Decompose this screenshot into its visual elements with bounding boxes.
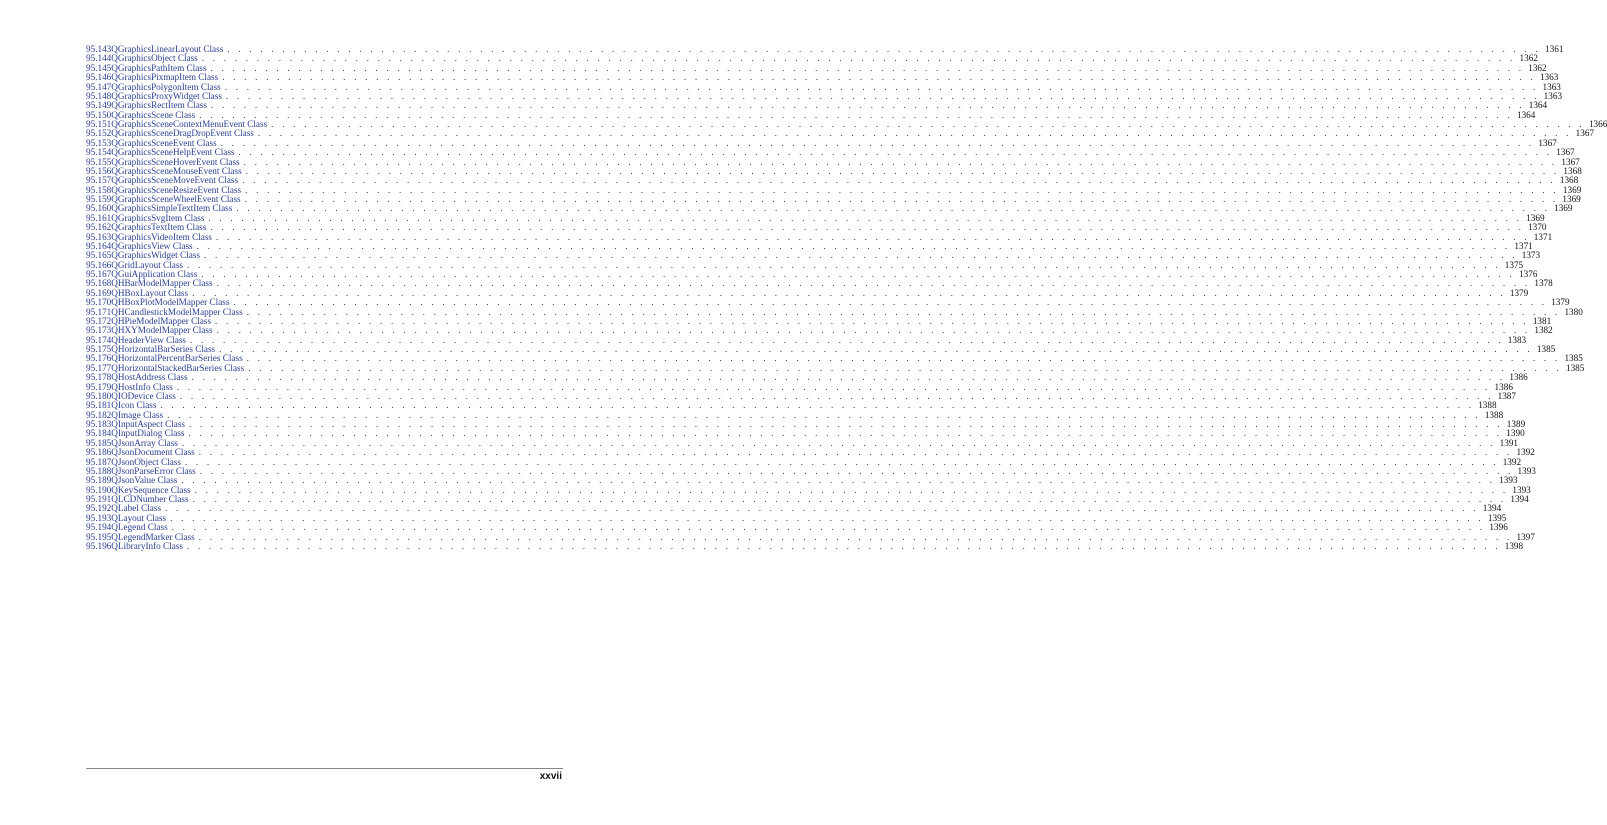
- leader-dots: . . . . . . . . . . . . . . . . . . . . . . . . . . . . . . . . . . . . . . . . . . . . . . . . . . . . . . . . . . . . . . . . . . . . . . . . . . . . . . . . . . . . . . . . . . . . . . . . . . . . . . . . . . . . . . . . . . . . . . . .: [243, 156, 1558, 167]
- leader-dots: . . . . . . . . . . . . . . . . . . . . . . . . . . . . . . . . . . . . . . . . . . . . . . . . . . . . . . . . . . . . . . . . . . . . . . . . . . . . . . . . . . . . . . . . . . . . . . . . . . . . . . . . . . . . . . . . . . . . . . . .: [165, 503, 1479, 514]
- section-title[interactable]: QGraphicsSceneMoveEvent Class: [111, 175, 239, 186]
- leader-dots: . . . . . . . . . . . . . . . . . . . . . . . . . . . . . . . . . . . . . . . . . . . . . . . . . . . . . . . . . . . . . . . . . . . . . . . . . . . . . . . . . . . . . . . . . . . . . . . . . . . . . . . . . . . . . . . . . . . . . . . .: [176, 381, 1491, 392]
- section-title[interactable]: QGraphicsTextItem Class: [111, 222, 207, 233]
- leader-dots: . . . . . . . . . . . . . . . . . . . . . . . . . . . . . . . . . . . . . . . . . . . . . . . . . . . . . . . . . . . . . . . . . . . . . . . . . . . . . . . . . . . . . . . . . . . . . . . . . . . . . . . . . . . . . . . . . . . . . . . .: [210, 100, 1525, 111]
- page-ref[interactable]: 1392: [1516, 447, 1535, 458]
- page-ref[interactable]: 1378: [1534, 278, 1553, 289]
- section-number[interactable]: 95.153: [86, 137, 112, 148]
- section-title[interactable]: QLCDNumber Class: [111, 494, 189, 504]
- leader-dots: . . . . . . . . . . . . . . . . . . . . . . . . . . . . . . . . . . . . . . . . . . . . . . . . . . . . . . . . . . . . . . . . . . . . . . . . . . . . . . . . . . . . . . . . . . . . . . . . . . . . . . . . . . . . . . . . . . . . . . . .: [160, 400, 1475, 411]
- leader-dots: . . . . . . . . . . . . . . . . . . . . . . . . . . . . . . . . . . . . . . . . . . . . . . . . . . . . . . . . . . . . . . . . . . . . . . . . . . . . . . . . . . . . . . . . . . . . . . . . . . . . . . . . . . . . . . . . . . . . . . . .: [201, 269, 1516, 279]
- page-ref[interactable]: 1388: [1478, 400, 1497, 411]
- section-number[interactable]: 95.188: [86, 465, 112, 476]
- section-title[interactable]: QHBoxLayout Class: [111, 287, 189, 298]
- page-ref[interactable]: 1362: [1528, 62, 1547, 73]
- section-title[interactable]: QGraphicsSceneDragDropEvent Class: [111, 128, 254, 139]
- leader-dots: . . . . . . . . . . . . . . . . . . . . . . . . . . . . . . . . . . . . . . . . . . . . . . . . . . . . . . . . . . . . . . . . . . . . . . . . . . . . . . . . . . . . . . . . . . . . . . . . . . . . . . . . . . . . . . . . . . . . . . . .: [171, 522, 1486, 533]
- section-number[interactable]: 95.181: [86, 400, 112, 411]
- section-title[interactable]: QGraphicsSceneContextMenuEvent Class: [111, 119, 268, 129]
- section-title[interactable]: QGraphicsProxyWidget Class: [111, 90, 222, 101]
- section-title[interactable]: QLegendMarker Class: [111, 531, 195, 542]
- section-number[interactable]: 95.162: [86, 222, 112, 233]
- section-title[interactable]: QGraphicsScene Class: [111, 109, 196, 120]
- leader-dots: . . . . . . . . . . . . . . . . . . . . . . . . . . . . . . . . . . . . . . . . . . . . . . . . . . . . . . . . . . . . . . . . . . . . . . . . . . . . . . . . . . . . . . . . . . . . . . . . . . . . . . . . . . . . . . . . . . . . . . . .: [271, 119, 1585, 129]
- leader-dots: . . . . . . . . . . . . . . . . . . . . . . . . . . . . . . . . . . . . . . . . . . . . . . . . . . . . . . . . . . . . . . . . . . . . . . . . . . . . . . . . . . . . . . . . . . . . . . . . . . . . . . . . . . . . . . . . . . . . . . . .: [198, 531, 1513, 542]
- section-title[interactable]: QGraphicsPixmapItem Class: [111, 72, 219, 83]
- leader-dots: . . . . . . . . . . . . . . . . . . . . . . . . . . . . . . . . . . . . . . . . . . . . . . . . . . . . . . . . . . . . . . . . . . . . . . . . . . . . . . . . . . . . . . . . . . . . . . . . . . . . . . . . . . . . . . . . . . . . . . . .: [215, 315, 1529, 326]
- section-number[interactable]: 95.163: [86, 231, 112, 242]
- leader-dots: . . . . . . . . . . . . . . . . . . . . . . . . . . . . . . . . . . . . . . . . . . . . . . . . . . . . . . . . . . . . . . . . . . . . . . . . . . . . . . . . . . . . . . . . . . . . . . . . . . . . . . . . . . . . . . . . . . . . . . . .: [199, 465, 1514, 476]
- section-number[interactable]: 95.169: [86, 287, 112, 298]
- leader-dots: . . . . . . . . . . . . . . . . . . . . . . . . . . . . . . . . . . . . . . . . . . . . . . . . . . . . . . . . . . . . . . . . . . . . . . . . . . . . . . . . . . . . . . . . . . . . . . . . . . . . . . . . . . . . . . . . . . . . . . . .: [224, 81, 1539, 92]
- leader-dots: . . . . . . . . . . . . . . . . . . . . . . . . . . . . . . . . . . . . . . . . . . . . . . . . . . . . . . . . . . . . . . . . . . . . . . . . . . . . . . . . . . . . . . . . . . . . . . . . . . . . . . . . . . . . . . . . . . . . . . . .: [222, 72, 1536, 83]
- section-number[interactable]: 95.150: [86, 109, 112, 120]
- section-number[interactable]: 95.190: [86, 484, 112, 495]
- section-number[interactable]: 95.168: [86, 278, 112, 289]
- section-number[interactable]: 95.144: [86, 53, 112, 64]
- section-number[interactable]: 95.174: [86, 334, 112, 345]
- section-title[interactable]: QGraphicsSceneHoverEvent Class: [111, 156, 240, 167]
- page-ref[interactable]: 1375: [1504, 259, 1524, 270]
- section-title[interactable]: QHBoxPlotModelMapper Class: [111, 297, 230, 308]
- section-title[interactable]: QGraphicsSceneEvent Class: [111, 137, 217, 148]
- section-title[interactable]: QHXYModelMapper Class: [111, 325, 213, 336]
- page-ref[interactable]: 1369: [1526, 212, 1545, 223]
- page-ref[interactable]: 1369: [1554, 203, 1573, 214]
- section-title[interactable]: QGraphicsWidget Class: [111, 250, 200, 261]
- page-ref[interactable]: 1393: [1499, 475, 1518, 486]
- section-title[interactable]: QJsonArray Class: [111, 437, 178, 448]
- page-ref[interactable]: 1362: [1519, 53, 1538, 64]
- section-number[interactable]: 95.187: [86, 456, 112, 467]
- section-number[interactable]: 95.182: [86, 409, 112, 420]
- section-title[interactable]: QHorizontalStackedBarSeries Class: [111, 362, 245, 373]
- leader-dots: . . . . . . . . . . . . . . . . . . . . . . . . . . . . . . . . . . . . . . . . . . . . . . . . . . . . . . . . . . . . . . . . . . . . . . . . . . . . . . . . . . . . . . . . . . . . . . . . . . . . . . . . . . . . . . . . . . . . . . . .: [186, 540, 1501, 551]
- page-ref[interactable]: 1390: [1506, 428, 1525, 439]
- leader-dots: . . . . . . . . . . . . . . . . . . . . . . . . . . . . . . . . . . . . . . . . . . . . . . . . . . . . . . . . . . . . . . . . . . . . . . . . . . . . . . . . . . . . . . . . . . . . . . . . . . . . . . . . . . . . . . . . . . . . . . . .: [220, 137, 1535, 148]
- page-ref[interactable]: 1373: [1521, 250, 1541, 261]
- page-ref[interactable]: 1361: [1545, 44, 1564, 54]
- leader-dots: . . . . . . . . . . . . . . . . . . . . . . . . . . . . . . . . . . . . . . . . . . . . . . . . . . . . . . . . . . . . . . . . . . . . . . . . . . . . . . . . . . . . . . . . . . . . . . . . . . . . . . . . . . . . . . . . . . . . . . . .: [184, 456, 1499, 467]
- page-ref[interactable]: 1396: [1489, 522, 1508, 533]
- page-ref[interactable]: 1379: [1509, 287, 1529, 298]
- leader-dots: . . . . . . . . . . . . . . . . . . . . . . . . . . . . . . . . . . . . . . . . . . . . . . . . . . . . . . . . . . . . . . . . . . . . . . . . . . . . . . . . . . . . . . . . . . . . . . . . . . . . . . . . . . . . . . . . . . . . . . . .: [210, 222, 1525, 233]
- leader-dots: . . . . . . . . . . . . . . . . . . . . . . . . . . . . . . . . . . . . . . . . . . . . . . . . . . . . . . . . . . . . . . . . . . . . . . . . . . . . . . . . . . . . . . . . . . . . . . . . . . . . . . . . . . . . . . . . . . . . . . . .: [188, 428, 1503, 439]
- leader-dots: . . . . . . . . . . . . . . . . . . . . . . . . . . . . . . . . . . . . . . . . . . . . . . . . . . . . . . . . . . . . . . . . . . . . . . . . . . . . . . . . . . . . . . . . . . . . . . . . . . . . . . . . . . . . . . . . . . . . . . . .: [208, 212, 1523, 223]
- page-ref[interactable]: 1385: [1536, 344, 1556, 354]
- page-ref[interactable]: 1371: [1514, 240, 1533, 251]
- section-title[interactable]: QLabel Class: [111, 503, 162, 514]
- page-ref[interactable]: 1376: [1519, 269, 1538, 279]
- page-ref[interactable]: 1381: [1532, 315, 1552, 326]
- leader-dots: . . . . . . . . . . . . . . . . . . . . . . . . . . . . . . . . . . . . . . . . . . . . . . . . . . . . . . . . . . . . . . . . . . . . . . . . . . . . . . . . . . . . . . . . . . . . . . . . . . . . . . . . . . . . . . . . . . . . . . . .: [191, 372, 1506, 383]
- section-title[interactable]: QInputAspect Class: [111, 419, 186, 429]
- page-ref[interactable]: 1385: [1564, 353, 1583, 364]
- section-title[interactable]: QGraphicsView Class: [111, 240, 193, 251]
- section-number[interactable]: 95.157: [86, 175, 112, 186]
- section-number[interactable]: 95.164: [86, 240, 112, 251]
- section-number[interactable]: 95.183: [86, 419, 112, 429]
- section-title[interactable]: QIcon Class: [111, 400, 157, 411]
- section-number[interactable]: 95.185: [86, 437, 112, 448]
- page-ref[interactable]: 1368: [1563, 165, 1582, 176]
- section-number[interactable]: 95.146: [86, 72, 112, 83]
- page-ref[interactable]: 1370: [1528, 222, 1547, 233]
- leader-dots: . . . . . . . . . . . . . . . . . . . . . . . . . . . . . . . . . . . . . . . . . . . . . . . . . . . . . . . . . . . . . . . . . . . . . . . . . . . . . . . . . . . . . . . . . . . . . . . . . . . . . . . . . . . . . . . . . . . . . . . .: [238, 147, 1553, 158]
- table-of-contents: [86, 44, 1607, 551]
- leader-dots: . . . . . . . . . . . . . . . . . . . . . . . . . . . . . . . . . . . . . . . . . . . . . . . . . . . . . . . . . . . . . . . . . . . . . . . . . . . . . . . . . . . . . . . . . . . . . . . . . . . . . . . . . . . . . . . . . . . . . . . .: [170, 512, 1484, 523]
- page-ref[interactable]: 1367: [1561, 156, 1580, 167]
- section-title[interactable]: QGraphicsSvgItem Class: [111, 212, 205, 223]
- section-title[interactable]: QGraphicsObject Class: [111, 53, 198, 64]
- section-title[interactable]: QIODevice Class: [111, 390, 176, 401]
- section-title[interactable]: QGuiApplication Class: [111, 269, 198, 279]
- section-title[interactable]: QGraphicsSimpleTextItem Class: [111, 203, 233, 214]
- leader-dots: . . . . . . . . . . . . . . . . . . . . . . . . . . . . . . . . . . . . . . . . . . . . . . . . . . . . . . . . . . . . . . . . . . . . . . . . . . . . . . . . . . . . . . . . . . . . . . . . . . . . . . . . . . . . . . . . . . . . . . . .: [245, 184, 1559, 195]
- footer-rule: [86, 768, 563, 769]
- leader-dots: . . . . . . . . . . . . . . . . . . . . . . . . . . . . . . . . . . . . . . . . . . . . . . . . . . . . . . . . . . . . . . . . . . . . . . . . . . . . . . . . . . . . . . . . . . . . . . . . . . . . . . . . . . . . . . . . . . . . . . . .: [179, 390, 1494, 401]
- section-number[interactable]: 95.177: [86, 362, 112, 373]
- page-ref[interactable]: 1397: [1516, 531, 1535, 542]
- page-ref[interactable]: 1364: [1528, 100, 1548, 111]
- page-ref[interactable]: 1394: [1482, 503, 1502, 514]
- section-title[interactable]: QJsonDocument Class: [111, 447, 195, 458]
- section-number[interactable]: 95.186: [86, 447, 112, 458]
- page-ref[interactable]: 1369: [1562, 194, 1581, 204]
- page-ref[interactable]: 1367: [1575, 128, 1595, 139]
- section-title[interactable]: QHostAddress Class: [111, 372, 188, 383]
- leader-dots: . . . . . . . . . . . . . . . . . . . . . . . . . . . . . . . . . . . . . . . . . . . . . . . . . . . . . . . . . . . . . . . . . . . . . . . . . . . . . . . . . . . . . . . . . . . . . . . . . . . . . . . . . . . . . . . . . . . . . . . .: [236, 203, 1551, 214]
- page-ref[interactable]: 1371: [1533, 231, 1553, 242]
- section-title[interactable]: QHorizontalPercentBarSeries Class: [111, 353, 243, 364]
- section-title[interactable]: QGraphicsSceneMouseEvent Class: [111, 165, 242, 176]
- page-ref[interactable]: 1367: [1538, 137, 1557, 148]
- section-title[interactable]: QHostInfo Class: [111, 381, 173, 392]
- leader-dots: . . . . . . . . . . . . . . . . . . . . . . . . . . . . . . . . . . . . . . . . . . . . . . . . . . . . . . . . . . . . . . . . . . . . . . . . . . . . . . . . . . . . . . . . . . . . . . . . . . . . . . . . . . . . . . . . . . . . . . . .: [196, 240, 1511, 251]
- section-number[interactable]: 95.178: [86, 372, 112, 383]
- page-ref[interactable]: 1391: [1499, 437, 1519, 448]
- section-number[interactable]: 95.173: [86, 325, 112, 336]
- page-ref[interactable]: 1389: [1506, 419, 1526, 429]
- section-title[interactable]: QGraphicsPathItem Class: [111, 62, 207, 73]
- leader-dots: . . . . . . . . . . . . . . . . . . . . . . . . . . . . . . . . . . . . . . . . . . . . . . . . . . . . . . . . . . . . . . . . . . . . . . . . . . . . . . . . . . . . . . . . . . . . . . . . . . . . . . . . . . . . . . . . . . . . . . . .: [216, 325, 1531, 336]
- page-number: xxvii: [539, 771, 562, 782]
- section-number[interactable]: 95.184: [86, 428, 112, 439]
- page-ref[interactable]: 1383: [1507, 334, 1527, 345]
- section-number[interactable]: 95.158: [86, 184, 112, 195]
- section-number[interactable]: 95.167: [86, 269, 112, 279]
- leader-dots: . . . . . . . . . . . . . . . . . . . . . . . . . . . . . . . . . . . . . . . . . . . . . . . . . . . . . . . . . . . . . . . . . . . . . . . . . . . . . . . . . . . . . . . . . . . . . . . . . . . . . . . . . . . . . . . . . . . . . . . .: [194, 484, 1509, 495]
- section-title[interactable]: QInputDialog Class: [111, 428, 185, 439]
- page-ref[interactable]: 1387: [1497, 390, 1516, 401]
- section-title[interactable]: QJsonParseError Class: [111, 465, 196, 476]
- page-ref[interactable]: 1363: [1543, 90, 1563, 101]
- section-number[interactable]: 95.161: [86, 212, 112, 223]
- leader-dots: . . . . . . . . . . . . . . . . . . . . . . . . . . . . . . . . . . . . . . . . . . . . . . . . . . . . . . . . . . . . . . . . . . . . . . . . . . . . . . . . . . . . . . . . . . . . . . . . . . . . . . . . . . . . . . . . . . . . . . . .: [167, 409, 1481, 420]
- leader-dots: . . . . . . . . . . . . . . . . . . . . . . . . . . . . . . . . . . . . . . . . . . . . . . . . . . . . . . . . . . . . . . . . . . . . . . . . . . . . . . . . . . . . . . . . . . . . . . . . . . . . . . . . . . . . . . . . . . . . . . . .: [219, 344, 1533, 354]
- section-number[interactable]: 95.145: [86, 62, 112, 73]
- leader-dots: . . . . . . . . . . . . . . . . . . . . . . . . . . . . . . . . . . . . . . . . . . . . . . . . . . . . . . . . . . . . . . . . . . . . . . . . . . . . . . . . . . . . . . . . . . . . . . . . . . . . . . . . . . . . . . . . . . . . . . . .: [257, 128, 1572, 139]
- section-title[interactable]: QJsonValue Class: [111, 475, 178, 486]
- leader-dots: . . . . . . . . . . . . . . . . . . . . . . . . . . . . . . . . . . . . . . . . . . . . . . . . . . . . . . . . . . . . . . . . . . . . . . . . . . . . . . . . . . . . . . . . . . . . . . . . . . . . . . . . . . . . . . . . . . . . . . . .: [246, 306, 1561, 317]
- section-number[interactable]: 95.195: [86, 531, 112, 542]
- leader-dots: . . . . . . . . . . . . . . . . . . . . . . . . . . . . . . . . . . . . . . . . . . . . . . . . . . . . . . . . . . . . . . . . . . . . . . . . . . . . . . . . . . . . . . . . . . . . . . . . . . . . . . . . . . . . . . . . . . . . . . . .: [227, 44, 1542, 54]
- leader-dots: . . . . . . . . . . . . . . . . . . . . . . . . . . . . . . . . . . . . . . . . . . . . . . . . . . . . . . . . . . . . . . . . . . . . . . . . . . . . . . . . . . . . . . . . . . . . . . . . . . . . . . . . . . . . . . . . . . . . . . . .: [199, 109, 1513, 120]
- page-ref[interactable]: 1366: [1588, 119, 1607, 129]
- section-title[interactable]: QHorizontalBarSeries Class: [111, 344, 216, 354]
- section-title[interactable]: QGraphicsPolygonItem Class: [111, 81, 221, 92]
- leader-dots: . . . . . . . . . . . . . . . . . . . . . . . . . . . . . . . . . . . . . . . . . . . . . . . . . . . . . . . . . . . . . . . . . . . . . . . . . . . . . . . . . . . . . . . . . . . . . . . . . . . . . . . . . . . . . . . . . . . . . . . .: [225, 90, 1540, 101]
- leader-dots: . . . . . . . . . . . . . . . . . . . . . . . . . . . . . . . . . . . . . . . . . . . . . . . . . . . . . . . . . . . . . . . . . . . . . . . . . . . . . . . . . . . . . . . . . . . . . . . . . . . . . . . . . . . . . . . . . . . . . . . .: [233, 297, 1548, 308]
- page-ref[interactable]: 1388: [1484, 409, 1504, 420]
- leader-dots: . . . . . . . . . . . . . . . . . . . . . . . . . . . . . . . . . . . . . . . . . . . . . . . . . . . . . . . . . . . . . . . . . . . . . . . . . . . . . . . . . . . . . . . . . . . . . . . . . . . . . . . . . . . . . . . . . . . . . . . .: [244, 194, 1559, 204]
- leader-dots: . . . . . . . . . . . . . . . . . . . . . . . . . . . . . . . . . . . . . . . . . . . . . . . . . . . . . . . . . . . . . . . . . . . . . . . . . . . . . . . . . . . . . . . . . . . . . . . . . . . . . . . . . . . . . . . . . . . . . . . .: [242, 175, 1556, 186]
- section-number[interactable]: 95.192: [86, 503, 112, 514]
- section-title[interactable]: QLayout Class: [111, 512, 167, 523]
- section-number[interactable]: 95.159: [86, 194, 112, 204]
- section-number[interactable]: 95.147: [86, 81, 112, 92]
- section-number[interactable]: 95.194: [86, 522, 112, 533]
- page-ref[interactable]: 1382: [1534, 325, 1553, 336]
- section-number[interactable]: 95.170: [86, 297, 112, 308]
- page-ref[interactable]: 1367: [1556, 147, 1575, 158]
- leader-dots: . . . . . . . . . . . . . . . . . . . . . . . . . . . . . . . . . . . . . . . . . . . . . . . . . . . . . . . . . . . . . . . . . . . . . . . . . . . . . . . . . . . . . . . . . . . . . . . . . . . . . . . . . . . . . . . . . . . . . . . .: [189, 334, 1504, 345]
- section-number[interactable]: 95.175: [86, 344, 112, 354]
- section-number[interactable]: 95.171: [86, 306, 112, 317]
- leader-dots: . . . . . . . . . . . . . . . . . . . . . . . . . . . . . . . . . . . . . . . . . . . . . . . . . . . . . . . . . . . . . . . . . . . . . . . . . . . . . . . . . . . . . . . . . . . . . . . . . . . . . . . . . . . . . . . . . . . . . . . .: [245, 165, 1560, 176]
- section-title[interactable]: QLegend Class: [111, 522, 168, 533]
- leader-dots: . . . . . . . . . . . . . . . . . . . . . . . . . . . . . . . . . . . . . . . . . . . . . . . . . . . . . . . . . . . . . . . . . . . . . . . . . . . . . . . . . . . . . . . . . . . . . . . . . . . . . . . . . . . . . . . . . . . . . . . .: [246, 353, 1561, 364]
- page-ref[interactable]: 1393: [1517, 465, 1536, 476]
- section-number[interactable]: 95.180: [86, 390, 112, 401]
- section-title[interactable]: QGridLayout Class: [111, 259, 183, 270]
- leader-dots: . . . . . . . . . . . . . . . . . . . . . . . . . . . . . . . . . . . . . . . . . . . . . . . . . . . . . . . . . . . . . . . . . . . . . . . . . . . . . . . . . . . . . . . . . . . . . . . . . . . . . . . . . . . . . . . . . . . . . . . .: [216, 231, 1530, 242]
- section-number[interactable]: 95.143: [86, 44, 112, 54]
- section-number[interactable]: 95.196: [86, 540, 112, 551]
- leader-dots: . . . . . . . . . . . . . . . . . . . . . . . . . . . . . . . . . . . . . . . . . . . . . . . . . . . . . . . . . . . . . . . . . . . . . . . . . . . . . . . . . . . . . . . . . . . . . . . . . . . . . . . . . . . . . . . . . . . . . . . .: [181, 437, 1496, 448]
- page-ref[interactable]: 1364: [1516, 109, 1536, 120]
- leader-dots: . . . . . . . . . . . . . . . . . . . . . . . . . . . . . . . . . . . . . . . . . . . . . . . . . . . . . . . . . . . . . . . . . . . . . . . . . . . . . . . . . . . . . . . . . . . . . . . . . . . . . . . . . . . . . . . . . . . . . . . .: [203, 250, 1518, 261]
- leader-dots: . . . . . . . . . . . . . . . . . . . . . . . . . . . . . . . . . . . . . . . . . . . . . . . . . . . . . . . . . . . . . . . . . . . . . . . . . . . . . . . . . . . . . . . . . . . . . . . . . . . . . . . . . . . . . . . . . . . . . . . .: [192, 494, 1507, 504]
- page-ref[interactable]: 1392: [1502, 456, 1522, 467]
- leader-dots: . . . . . . . . . . . . . . . . . . . . . . . . . . . . . . . . . . . . . . . . . . . . . . . . . . . . . . . . . . . . . . . . . . . . . . . . . . . . . . . . . . . . . . . . . . . . . . . . . . . . . . . . . . . . . . . . . . . . . . . .: [216, 278, 1531, 289]
- page-ref[interactable]: 1363: [1542, 81, 1561, 92]
- section-number[interactable]: 95.193: [86, 512, 112, 523]
- section-number[interactable]: 95.165: [86, 250, 112, 261]
- page-ref[interactable]: 1395: [1487, 512, 1507, 523]
- section-title[interactable]: QImage Class: [111, 409, 164, 420]
- section-title[interactable]: QGraphicsSceneHelpEvent Class: [111, 147, 235, 158]
- section-title[interactable]: QGraphicsSceneResizeEvent Class: [111, 184, 242, 195]
- section-number[interactable]: 95.155: [86, 156, 112, 167]
- section-title[interactable]: QHPieModelMapper Class: [111, 315, 212, 326]
- page-ref[interactable]: 1380: [1564, 306, 1583, 317]
- section-title[interactable]: QHBarModelMapper Class: [111, 278, 213, 289]
- section-number[interactable]: 95.156: [86, 165, 112, 176]
- section-number[interactable]: 95.151: [86, 119, 112, 129]
- section-title[interactable]: QGraphicsSceneWheelEvent Class: [111, 194, 241, 204]
- section-number[interactable]: 95.148: [86, 90, 112, 101]
- section-number[interactable]: 95.176: [86, 353, 112, 364]
- leader-dots: . . . . . . . . . . . . . . . . . . . . . . . . . . . . . . . . . . . . . . . . . . . . . . . . . . . . . . . . . . . . . . . . . . . . . . . . . . . . . . . . . . . . . . . . . . . . . . . . . . . . . . . . . . . . . . . . . . . . . . . .: [201, 53, 1516, 64]
- section-title[interactable]: QJsonObject Class: [111, 456, 181, 467]
- page-ref[interactable]: 1386: [1494, 381, 1513, 392]
- page-ref[interactable]: 1385: [1565, 362, 1585, 373]
- leader-dots: . . . . . . . . . . . . . . . . . . . . . . . . . . . . . . . . . . . . . . . . . . . . . . . . . . . . . . . . . . . . . . . . . . . . . . . . . . . . . . . . . . . . . . . . . . . . . . . . . . . . . . . . . . . . . . . . . . . . . . . .: [192, 287, 1506, 298]
- leader-dots: . . . . . . . . . . . . . . . . . . . . . . . . . . . . . . . . . . . . . . . . . . . . . . . . . . . . . . . . . . . . . . . . . . . . . . . . . . . . . . . . . . . . . . . . . . . . . . . . . . . . . . . . . . . . . . . . . . . . . . . .: [186, 259, 1501, 270]
- leader-dots: . . . . . . . . . . . . . . . . . . . . . . . . . . . . . . . . . . . . . . . . . . . . . . . . . . . . . . . . . . . . . . . . . . . . . . . . . . . . . . . . . . . . . . . . . . . . . . . . . . . . . . . . . . . . . . . . . . . . . . . .: [181, 475, 1496, 486]
- page-ref[interactable]: 1394: [1510, 494, 1529, 504]
- section-number[interactable]: 95.179: [86, 381, 112, 392]
- section-title[interactable]: QLibraryInfo Class: [111, 540, 183, 551]
- section-number[interactable]: 95.149: [86, 100, 112, 111]
- toc-entry[interactable]: [86, 540, 1524, 551]
- page-ref[interactable]: 1393: [1512, 484, 1531, 495]
- section-number[interactable]: 95.160: [86, 203, 112, 214]
- leader-dots: . . . . . . . . . . . . . . . . . . . . . . . . . . . . . . . . . . . . . . . . . . . . . . . . . . . . . . . . . . . . . . . . . . . . . . . . . . . . . . . . . . . . . . . . . . . . . . . . . . . . . . . . . . . . . . . . . . . . . . . .: [248, 362, 1562, 373]
- section-title[interactable]: QHCandlestickModelMapper Class: [111, 306, 243, 317]
- section-title[interactable]: QGraphicsVideoItem Class: [111, 231, 213, 242]
- leader-dots: . . . . . . . . . . . . . . . . . . . . . . . . . . . . . . . . . . . . . . . . . . . . . . . . . . . . . . . . . . . . . . . . . . . . . . . . . . . . . . . . . . . . . . . . . . . . . . . . . . . . . . . . . . . . . . . . . . . . . . . .: [210, 62, 1525, 73]
- section-number[interactable]: 95.154: [86, 147, 112, 158]
- page-ref[interactable]: 1369: [1562, 184, 1582, 195]
- section-number[interactable]: 95.189: [86, 475, 112, 486]
- section-title[interactable]: QHeaderView Class: [111, 334, 186, 345]
- page-ref[interactable]: 1398: [1504, 540, 1524, 551]
- section-title[interactable]: QKeySequence Class: [111, 484, 191, 495]
- leader-dots: . . . . . . . . . . . . . . . . . . . . . . . . . . . . . . . . . . . . . . . . . . . . . . . . . . . . . . . . . . . . . . . . . . . . . . . . . . . . . . . . . . . . . . . . . . . . . . . . . . . . . . . . . . . . . . . . . . . . . . . .: [198, 447, 1513, 458]
- section-title[interactable]: QGraphicsRectItem Class: [111, 100, 207, 111]
- page-ref[interactable]: 1368: [1559, 175, 1579, 186]
- section-title[interactable]: QGraphicsLinearLayout Class: [111, 44, 224, 54]
- page-ref[interactable]: 1379: [1551, 297, 1570, 308]
- leader-dots: . . . . . . . . . . . . . . . . . . . . . . . . . . . . . . . . . . . . . . . . . . . . . . . . . . . . . . . . . . . . . . . . . . . . . . . . . . . . . . . . . . . . . . . . . . . . . . . . . . . . . . . . . . . . . . . . . . . . . . . .: [189, 419, 1503, 429]
- page-ref[interactable]: 1386: [1509, 372, 1528, 383]
- section-number[interactable]: 95.166: [86, 259, 112, 270]
- section-number[interactable]: 95.191: [86, 494, 112, 504]
- section-number[interactable]: 95.152: [86, 128, 112, 139]
- page-ref[interactable]: 1363: [1539, 72, 1559, 83]
- section-number[interactable]: 95.172: [86, 315, 112, 326]
